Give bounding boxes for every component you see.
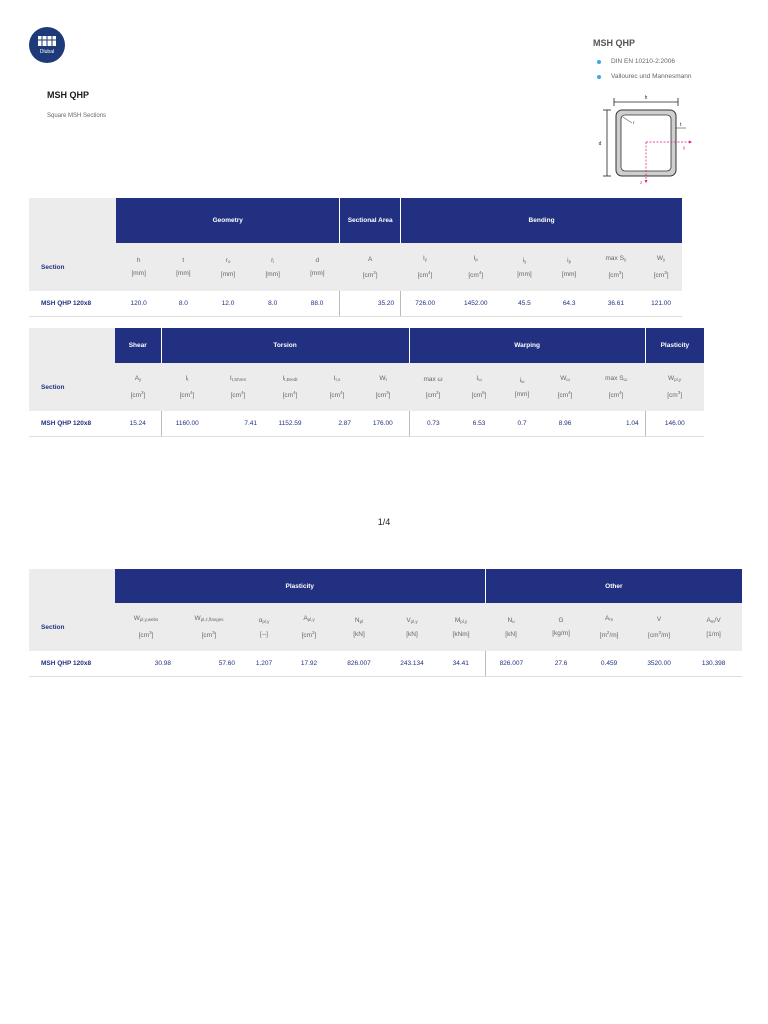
document-title: MSH QHP: [47, 90, 90, 100]
col-am-v: $A_m/V$ [1/m]: [685, 603, 742, 651]
value-cell: 57.60: [177, 651, 241, 676]
value-cell: 176.00: [357, 411, 409, 436]
value-cell: 826.007: [485, 651, 537, 676]
geometry-bending-table: [29, 198, 682, 317]
value-cell: 243.134: [387, 651, 437, 676]
logo-text: Dlubal: [39, 49, 55, 55]
table-row: [29, 411, 704, 436]
section-header: Section: [29, 603, 115, 651]
col-am: $A_m$ $[m^2/m]$: [585, 603, 633, 651]
group-sectional-area: Sectional Area: [340, 198, 401, 243]
manufacturer-item: Vallourec und Mannesmann: [597, 71, 691, 86]
section-name: MSH QHP 120x8: [29, 411, 115, 436]
col-ri: $r_i$ [mm]: [250, 243, 295, 291]
col-wy: $W_y$ $[cm^3]$: [640, 243, 682, 291]
col-a: A $[cm^2]$: [340, 243, 401, 291]
col-w-omega: $W_\omega$ $[cm^4]$: [543, 363, 587, 411]
col-ay: $A_y$ $[cm^2]$: [115, 363, 161, 411]
col-d: d [mm]: [295, 243, 340, 291]
value-cell: 1452.00: [449, 291, 502, 316]
value-cell: 2.87: [317, 411, 357, 436]
value-cell: 15.24: [115, 411, 161, 436]
col-wt: $W_t$ $[cm^3]$: [357, 363, 409, 411]
dim-ri-label: r: [633, 120, 635, 125]
value-cell: 7.41: [213, 411, 263, 436]
value-cell: 17.92: [287, 651, 331, 676]
dlubal-logo: [29, 27, 65, 63]
value-cell: 45.5: [502, 291, 547, 316]
value-cell: 36.61: [591, 291, 640, 316]
col-h: h [mm]: [116, 243, 161, 291]
shear-torsion-warping-table: [29, 328, 704, 437]
value-cell: 6.53: [457, 411, 501, 436]
value-cell: 1.04: [587, 411, 645, 436]
axis-y-label: y: [683, 145, 686, 150]
value-cell: 34.41: [437, 651, 485, 676]
table-row: [29, 291, 682, 316]
col-it-stven: $I_{t,StVen}$ $[cm^4]$: [213, 363, 263, 411]
axis-z-label: z: [640, 180, 643, 185]
value-cell: 27.6: [537, 651, 585, 676]
value-cell: 120.0: [116, 291, 161, 316]
group-plasticity: Plasticity: [645, 328, 704, 363]
col-iy: $I_y$ $[cm^4]$: [401, 243, 450, 291]
value-cell: 1160.00: [161, 411, 213, 436]
col-it: $I_t$ $[cm^4]$: [161, 363, 213, 411]
col-nu: $N_u$ [kN]: [485, 603, 537, 651]
value-cell: 0.7: [501, 411, 543, 436]
document-subtitle: Square MSH Sections: [47, 113, 107, 119]
group-warping: Warping: [409, 328, 645, 363]
value-cell: 3520.00: [633, 651, 685, 676]
value-cell: 64.3: [547, 291, 592, 316]
value-cell: 12.0: [206, 291, 251, 316]
section-info-title: MSH QHP: [593, 38, 636, 48]
dim-t-label: t: [680, 122, 682, 128]
value-cell: 8.0: [250, 291, 295, 316]
value-cell: 826.007: [331, 651, 387, 676]
col-ro: $r_o$ [mm]: [206, 243, 251, 291]
col-ip-radius: $i_p$ [mm]: [547, 243, 592, 291]
dim-h-label: h: [644, 95, 648, 101]
value-cell: 8.96: [543, 411, 587, 436]
value-cell: 35.20: [340, 291, 401, 316]
section-header: Section: [29, 243, 116, 291]
col-wpl-y-webs: $W_{pl,y,webs}$ $[cm^3]$: [115, 603, 177, 651]
col-npl: $N_{pl}$ [kN]: [331, 603, 387, 651]
dim-d-label: d: [598, 141, 602, 147]
value-cell: 8.0: [161, 291, 206, 316]
group-geometry: Geometry: [116, 198, 339, 243]
group-shear: Shear: [115, 328, 161, 363]
col-g: G [kg/m]: [537, 603, 585, 651]
value-cell: 726.00: [401, 291, 450, 316]
section-info-list: [597, 56, 691, 86]
col-it-bredt: $I_{t,Bredt}$ $[cm^4]$: [263, 363, 317, 411]
col-iy-radius: $i_y$ [mm]: [502, 243, 547, 291]
page-number: 1/4: [377, 517, 391, 527]
col-alpha-pl-y: $\alpha_{pl,y}$ [--]: [241, 603, 287, 651]
section-header: Section: [29, 363, 115, 411]
col-max-sy: $\max S_y$ $[cm^3]$: [591, 243, 640, 291]
value-cell: 146.00: [645, 411, 704, 436]
section-name: MSH QHP 120x8: [29, 291, 116, 316]
col-t: t [mm]: [161, 243, 206, 291]
col-ip: $I_p$ $[cm^4]$: [449, 243, 502, 291]
value-cell: 0.73: [409, 411, 457, 436]
table-row: [29, 651, 742, 676]
group-other: Other: [485, 569, 742, 603]
plasticity-other-table: [29, 569, 742, 677]
section-diagram: [594, 90, 704, 190]
standard-item: DIN EN 10210-2:2006: [597, 56, 691, 71]
col-max-omega: max ω $[cm^2]$: [409, 363, 457, 411]
section-name: MSH QHP 120x8: [29, 651, 115, 676]
value-cell: 130.398: [685, 651, 742, 676]
col-i-omega: $I_\omega$ $[cm^6]$: [457, 363, 501, 411]
col-apl-y: $A_{pl,y}$ $[cm^2]$: [287, 603, 331, 651]
col-v: V $[cm^3/m]$: [633, 603, 685, 651]
col-it-s: $I_{t,s}$ $[cm^4]$: [317, 363, 357, 411]
value-cell: 1.207: [241, 651, 287, 676]
value-cell: 121.00: [640, 291, 682, 316]
col-wpl-z-flanges: $W_{pl,z,flanges}$ $[cm^3]$: [177, 603, 241, 651]
col-max-s-omega: $\max S_\omega$ $[cm^4]$: [587, 363, 645, 411]
col-i-omega-radius: $i_\omega$ [mm]: [501, 363, 543, 411]
value-cell: 88.0: [295, 291, 340, 316]
group-plasticity: Plasticity: [115, 569, 485, 603]
value-cell: 30.98: [115, 651, 177, 676]
value-cell: 0.459: [585, 651, 633, 676]
col-wpl-y: $W_{pl,y}$ $[cm^3]$: [645, 363, 704, 411]
group-torsion: Torsion: [161, 328, 409, 363]
col-mpl-y: $M_{pl,y}$ [kNm]: [437, 603, 485, 651]
value-cell: 1152.59: [263, 411, 317, 436]
group-bending: Bending: [401, 198, 682, 243]
col-vpl-y: $V_{pl,y}$ [kN]: [387, 603, 437, 651]
